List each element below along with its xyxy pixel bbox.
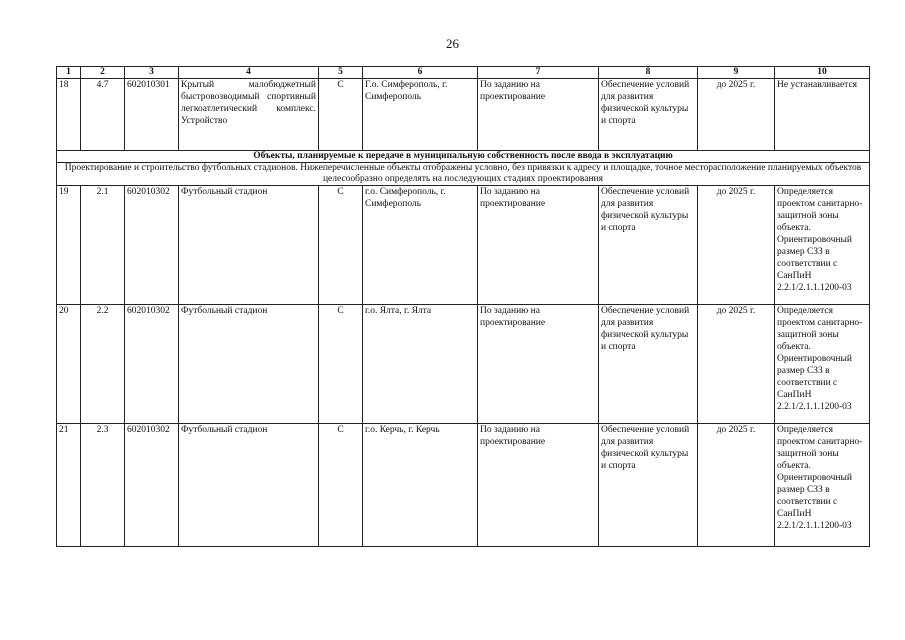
object-category: С [319, 79, 363, 151]
object-purpose: Обеспечение условий для развития физической культуры и спорта [599, 79, 698, 151]
object-name: Футбольный стадион [179, 305, 319, 424]
item-number: 2.2 [81, 305, 125, 424]
row-number: 18 [57, 79, 81, 151]
row-number: 19 [57, 186, 81, 305]
object-category: С [319, 305, 363, 424]
section-title-row [57, 151, 870, 163]
item-number: 2.3 [81, 424, 125, 547]
column-header: 6 [363, 67, 478, 79]
object-zone: Определяется проектом санитарно-защитной зоны объекта. Ориентировочный размер СЗЗ в соответствии с СанПиН 2.2.1/2.1.1.1200-03 [775, 305, 870, 424]
object-deadline: до 2025 г. [698, 186, 775, 305]
object-code: 602010302 [125, 424, 179, 547]
object-basis: По заданию на проектирование [478, 79, 599, 151]
item-number: 2.1 [81, 186, 125, 305]
object-location: г.о. Ялта, г. Ялта [363, 305, 478, 424]
object-deadline: до 2025 г. [698, 305, 775, 424]
column-header: 8 [599, 67, 698, 79]
object-code: 602010302 [125, 305, 179, 424]
row-number: 21 [57, 424, 81, 547]
object-category: С [319, 186, 363, 305]
objects-table [56, 66, 870, 547]
object-category: С [319, 424, 363, 547]
table-row [57, 305, 870, 424]
object-basis: По заданию на проектирование [478, 424, 599, 547]
table-row [57, 79, 870, 151]
object-name: Футбольный стадион [179, 424, 319, 547]
object-purpose: Обеспечение условий для развития физической культуры и спорта [599, 305, 698, 424]
column-header: 9 [698, 67, 775, 79]
object-name: Футбольный стадион [179, 186, 319, 305]
column-header: 3 [125, 67, 179, 79]
object-location: г.о. Симферополь, г. Симферополь [363, 186, 478, 305]
object-name: Крытый малобюджетный быстровозводимый спортивный легкоатлетический комплекс. Устройство [179, 79, 319, 151]
section-note-row [57, 163, 870, 186]
object-basis: По заданию на проектирование [478, 186, 599, 305]
object-code: 602010301 [125, 79, 179, 151]
section-note: Проектирование и строительство футбольных стадионов. Нижеперечисленные объекты отображены условно, без привязки к адресу и площадке, точное месторасположение планируемых объектов целесообразно определять на последующих стадиях проектирования [57, 163, 870, 186]
column-header: 2 [81, 67, 125, 79]
object-zone: Не устанавливается [775, 79, 870, 151]
table-row [57, 186, 870, 305]
column-header: 4 [179, 67, 319, 79]
column-header: 1 [57, 67, 81, 79]
page-number: 26 [446, 36, 459, 51]
column-header: 7 [478, 67, 599, 79]
object-code: 602010302 [125, 186, 179, 305]
object-zone: Определяется проектом санитарно-защитной зоны объекта. Ориентировочный размер СЗЗ в соответствии с СанПиН 2.2.1/2.1.1.1200-03 [775, 424, 870, 547]
object-basis: По заданию на проектирование [478, 305, 599, 424]
column-header: 10 [775, 67, 870, 79]
object-purpose: Обеспечение условий для развития физической культуры и спорта [599, 424, 698, 547]
object-deadline: до 2025 г. [698, 79, 775, 151]
row-number: 20 [57, 305, 81, 424]
section-title: Объекты, планируемые к передаче в муниципальную собственность после ввода в эксплуатацию [57, 151, 870, 163]
table-row [57, 424, 870, 547]
item-number: 4.7 [81, 79, 125, 151]
object-location: Г.о. Симферополь, г. Симферополь [363, 79, 478, 151]
object-location: г.о. Керчь, г. Керчь [363, 424, 478, 547]
column-number-header [57, 67, 870, 79]
object-purpose: Обеспечение условий для развития физической культуры и спорта [599, 186, 698, 305]
object-deadline: до 2025 г. [698, 424, 775, 547]
column-header: 5 [319, 67, 363, 79]
object-zone: Определяется проектом санитарно-защитной зоны объекта. Ориентировочный размер СЗЗ в соответствии с СанПиН 2.2.1/2.1.1.1200-03 [775, 186, 870, 305]
